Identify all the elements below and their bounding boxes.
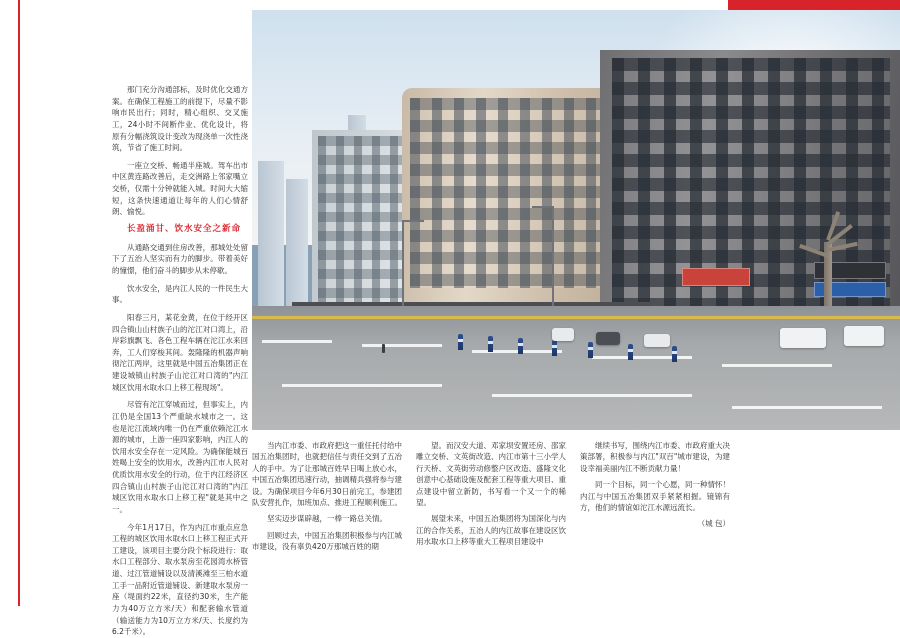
paragraph: 尽管有沱江穿城而过，但事实上，内江仍是全国13个严重缺水城市之一。这也是沱江流域内唯一仍在严重依赖沱江水源的城市，上游一座四家影响，内江人的饮用水安全存在一定风险。为确保能城百姓喝上安全的饮用水，改善内江市人民对优质饮用水安全的行动，位于内江经济区四合镇山山村族子山沱江对口湾的"内江城区饮用水取水口上移工程"就是其中之一。 [112,400,248,514]
background-tower [286,178,308,319]
car [644,334,670,347]
paragraph: 那门充分沟通部标，及时优化交通方案。在确保工程施工的前提下，尽量不影响市民出行；同时，精心组织、交叉施工，24小时不间断作业、优化设计，将原有分幅浇筑设计变改为现浇单一次性浇筑，节省了施工时间。 [112,85,248,153]
paragraph: 阳春三月，某花金黄，在位于经开区四合镇山山村族子山的沱江对口湾上，沿岸彩旗飘飞、各色工程车辆在沱江水来回奔，工人们穿梭其间。轰隆隆的机器声响彻沱江两岸，这里就是中国五冶集团正在建设城镇山村族子山沱江对口湾的"内江城区饮用水取水口上移工程现场"。 [112,312,248,392]
hero-photo-street-view [252,10,900,430]
paragraph: 回顾过去，中国五冶集团积极参与内江城市建设，没有辜负420万那城百姓的期 [252,530,402,552]
lane-dash [732,406,882,409]
lane-dash [362,344,442,347]
paragraph: 继续书写，围绕内江市委、市政府重大决策部署，积极参与内江"双百"城市建设，为建设幸福美丽内江不断贡献力量！ [580,441,730,473]
paragraph: 从通路交通到住房改善，那城处处留下了五治人坚实而有力的脚步。带着美好的憧憬，他们奋斗的脚步从未停歇。 [112,242,248,276]
van [844,326,884,346]
median-bollard [672,346,677,362]
paragraph: 望。而汉安大道、邓家坝安置还房、邵家雕立交桥、文英街改造、内江市第十三小学人行天桥、文英街劳动修整户区改造、盛隆文化创意中心基础设施及配套工程等重大项目、重点建设中留立新防，书写看一个又一个的稀望。 [416,441,566,507]
street-light-arm [402,220,424,222]
paragraph: 坚实迈步谋辟越，一棒一路总关情。 [267,514,387,524]
lane-dash [282,384,442,387]
median-bollard [518,338,523,354]
street-light-pole [552,206,554,318]
paragraph: 饮水安全，是内江人民的一件民生大事。 [112,283,248,305]
paragraph: 展望未来，中国五冶集团将为国深化与内江的合作关系，五冶人的内江故事在建设区饮用水取水口上移等重大工程项目建设中 [416,514,566,547]
lane-dash [592,356,692,359]
median-bollard [628,344,633,360]
background-tower [258,160,284,319]
subheading: 长盈涌甘、饮水安全之新命 [127,223,242,234]
byline: （城 包） [697,519,730,529]
lane-dash [262,340,332,343]
body-column [416,440,566,560]
median-bollard [552,340,557,356]
left-text-column [112,84,248,637]
shop-sign-large [682,268,750,286]
pedestrian [382,344,385,353]
left-red-rule [18,0,20,606]
median-bollard [458,334,463,350]
van [780,328,826,348]
paragraph: 同一个目标，同一个心愿，同一种情怀！内江与中国五冶集团双手紧紧相握。镜锦有方，他们的情谊如沱江水源远流长。 [580,480,730,512]
street-light-pole [402,220,404,316]
body-column [252,440,402,560]
road [252,306,900,430]
paragraph: 一座立交桥、畅通半座城。驾车出市中区黄连路改善后，走交洲路上邻家嘴立交桥，仅需十分钟就能入城。时间大大缩短，这条快速通道让每年的人们心情舒朗、愉悦。 [112,160,248,217]
lane-dash [472,350,562,353]
paragraph: 当内江市委、市政府把这一重任托付给中国五冶集团时，也就把信任与责任交到了五冶人的手中。为了让那城百姓早日喝上放心水，中国五冶集团迅速行动，抽调精兵强将参与建设。为确保项目今年6月30日前完工，参建团队安营扎作，加班加点、推进工程顺利施工。 [252,441,402,507]
body-text-columns [252,440,900,560]
branch [828,242,858,252]
paragraph: 今年1月17日，作为内江市重点应急工程的城区饮用水取水口上移工程正式开工建设，该项目主要分段个标段进行：取水口工程部分、取水泵房至花园湾水桥管道、过江管道铺设以及清溪滩至三柏水道工手一品附近管道铺设、新建取水泵房一座（堤面约22米，直径约30米，生产能力为40万立方米/天）和配套输水管道（输送能力为10万立方米/天、长度约为6.2千米）。 [112,522,248,637]
car [596,332,620,345]
car [552,328,574,341]
median-bollard [488,336,493,352]
road-center-line [252,316,900,319]
lane-dash [492,394,692,397]
street-light-arm [532,206,554,208]
body-column [580,440,730,560]
median-bollard [588,342,593,358]
lane-dash [722,364,832,367]
